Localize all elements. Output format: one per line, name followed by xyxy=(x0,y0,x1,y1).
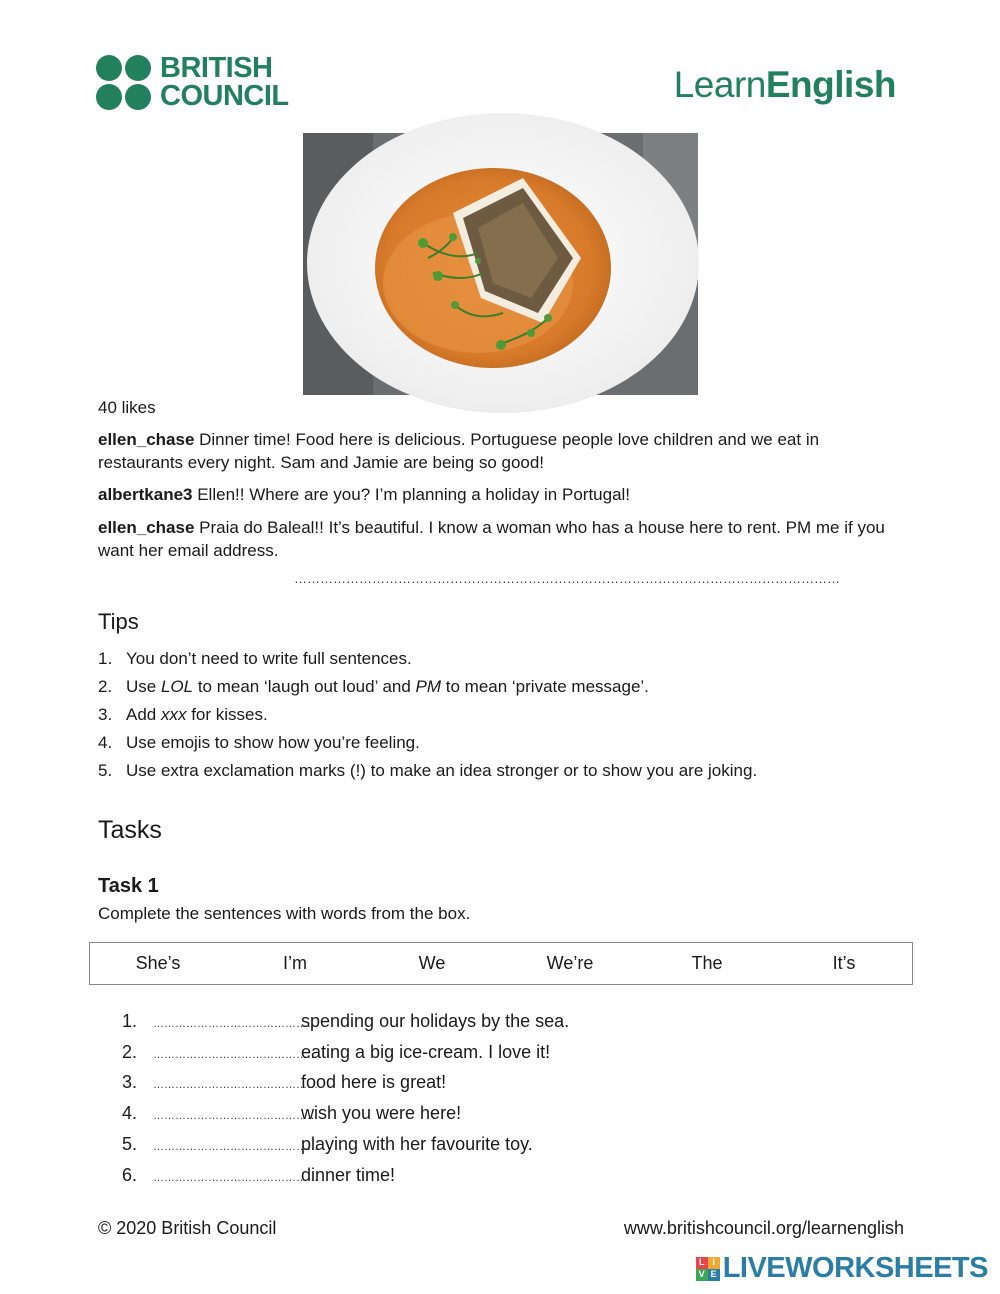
answer-blank[interactable]: ……………………………………… xyxy=(153,1018,318,1030)
answer-blank[interactable]: ……………………………………… xyxy=(153,1140,318,1153)
comment-text: Ellen!! Where are you? I’m planning a holiday in Portugal! xyxy=(192,485,631,504)
task1-instruction: Complete the sentences with words from the box. xyxy=(98,904,471,923)
comment-user: albertkane3 xyxy=(98,485,193,504)
tasks-heading: Tasks xyxy=(98,816,162,844)
british-council-logo xyxy=(96,52,296,113)
liveworksheets-logo[interactable] xyxy=(696,1252,988,1285)
liveworksheets-text: LIVEWORKSHEETS xyxy=(722,1252,988,1284)
british-council-dots-icon xyxy=(96,55,152,111)
word-box xyxy=(89,942,913,985)
tips-list xyxy=(98,645,757,785)
comment-user: ellen_chase xyxy=(98,430,195,449)
list-item: 1. You don’t need to write full sentences. xyxy=(98,649,412,668)
answer-blank[interactable]: ……………………………………… xyxy=(153,1110,318,1123)
answer-blank[interactable]: ……………………………………… xyxy=(153,1079,318,1092)
liveworksheets-icon: L I V E xyxy=(696,1257,720,1281)
list-item: 4. ……………………………………… wish you were here! xyxy=(122,1100,569,1131)
comment-text: Praia do Baleal!! It’s beautiful. I know a woman who has a house here to rent. PM me if you want her email address. xyxy=(98,518,885,560)
word-option: We’re xyxy=(546,953,594,973)
dotted-separator: ……………………………………………………………………………………………………………… xyxy=(294,571,840,586)
list-item: 3. ……………………………………… food here is great! xyxy=(122,1069,569,1100)
word-option: She’s xyxy=(135,953,181,973)
likes-count: 40 likes xyxy=(98,398,156,417)
list-item: 2. Use LOL to mean ‘laugh out loud’ and PM to mean ‘private message’. xyxy=(98,677,649,696)
risotto-fish-photo xyxy=(303,133,698,395)
list-item: 3. Add xxx for kisses. xyxy=(98,705,268,724)
word-option: I’m xyxy=(283,953,307,973)
list-item: 1. ……………………………………… spending our holidays by the sea. xyxy=(122,1008,569,1039)
word-option: We xyxy=(418,953,446,973)
comment-user: ellen_chase xyxy=(98,518,195,537)
comment xyxy=(98,483,908,506)
footer-url[interactable]: www.britishcouncil.org/learnenglish xyxy=(623,1218,904,1238)
list-item: 6. ……………………………………… dinner time! xyxy=(122,1162,569,1193)
word-option: The xyxy=(691,953,723,973)
bc-logo-line2: COUNCIL xyxy=(160,80,289,112)
task1-title: Task 1 xyxy=(98,875,159,897)
comment xyxy=(98,428,908,474)
copyright: © 2020 British Council xyxy=(98,1218,277,1238)
list-item: 4. Use emojis to show how you’re feeling. xyxy=(98,733,420,752)
answer-blank[interactable]: ……………………………………… xyxy=(153,1171,318,1184)
list-item: 5. ……………………………………… playing with her favourite toy. xyxy=(122,1131,569,1162)
bc-logo-line1: BRITISH xyxy=(160,52,273,84)
word-option: It’s xyxy=(832,953,856,973)
list-item: 5. Use extra exclamation marks (!) to make an idea stronger or to show you are joking. xyxy=(98,761,758,780)
task1-sentences xyxy=(122,1008,569,1192)
answer-blank[interactable]: ……………………………………… xyxy=(153,1048,318,1061)
tips-heading: Tips xyxy=(98,609,139,634)
comment-text: Dinner time! Food here is delicious. Portuguese people love children and we eat in restaurants every night. Sam and Jamie are being so good! xyxy=(98,430,820,472)
comment xyxy=(98,516,908,562)
list-item: 2. ……………………………………… eating a big ice-cream. I love it! xyxy=(122,1039,569,1070)
learnenglish-logo: LearnEnglish xyxy=(673,64,896,105)
